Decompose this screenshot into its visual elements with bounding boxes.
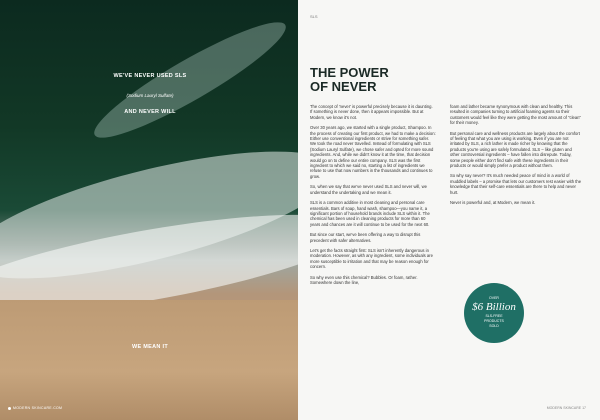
paragraph: SLS is a common additive in most cleaning and personal care essentials. Bars of soap, hand wash, shampoo—you name it, a significant portion of household brands include SLS within it. The chemical has been used in cleaning products for more than 60 years and chances are it will continue to be used for the next 60. [310,200,430,227]
paragraph: Never is powerful and, at Modern, we mean it. [450,200,536,206]
right-page [298,0,600,420]
overlay-tagline: WE MEAN IT [132,344,168,350]
title-line-2: OF NEVER [310,79,377,94]
overlay-headline: WE'VE NEVER USED SLS [113,73,187,79]
paragraph: foam and lather became synonymous with clean and healthy. This resulted in companies turning to artificial foaming agents so their customers would feel like they were getting the most amount of "clean" for their money. [450,104,581,126]
badge-post-1: SLS-FREE [485,314,503,318]
body-column-right [450,104,582,211]
badge-amount: $6 Billion [472,301,516,313]
overlay-subtitle: (Sodium Lauryl Sulfate) [126,93,174,98]
body-column-left [310,104,436,290]
wave-foam [85,8,296,153]
beach-sand [0,300,298,420]
paragraph: Over 30 years ago, we started with a single product, Shampoo. In the process of creating our first product, we had to make a decision: Either use conventional ingredients or strive for something safer. We took the road never travelled. Instead of formulating with SLS (Sodium Lauryl Sulfate), we chose safer and opted for more sound ingredients. And, while we didn't know it at the time, that decision would go on to define our entire company. SLS was the first ingredient to which we said no, starting a list of ingredients we refuse to use that now numbers in the thousands and continues to grow. [310,125,436,179]
left-page-footer [8,406,62,410]
title-line-1: THE POWER [310,65,389,80]
paragraph: But personal care and wellness products are largely about the comfort of feeling that what you are using is working. Even if you are not irritated by SLS, a rich lather is made richer by knowing that the products you're using are safely formulated. SLS – like gluten and other controversial ingredients – have fallen into disrepute. Today, some people either don't find safe with these ingredients in their products or would simply prefer a product without them. [450,130,580,169]
paragraph: Let's get the facts straight first: SLS isn't inherently dangerous in moderation. However, as with any ingredient, some individuals are more susceptible to irritation and that may be reason enough for concern. [310,247,433,270]
paragraph: The concept of 'never' is powerful precisely because it is daunting. If something is never done, then it appears impossible. But at Modern, we know it's not. [310,104,433,120]
page-title [310,66,389,94]
paragraph: But since our start, we've been offering a way to disrupt this precedent with safer alternatives. [310,232,421,243]
paragraph: So why even use this chemical? Bubbles. Or foam, rather. Somewhere down the line, [310,274,418,285]
right-page-footer: MODERN SKINCARE 17 [546,406,586,410]
paragraph: So, when we say that we've never used SLS and never will, we understand the undertaking and we mean it. [310,184,427,195]
bullet-dot [8,407,11,410]
left-page-photo [0,0,298,420]
section-label: SLS [310,14,318,19]
paragraph: So why say never? It's much needed peace of mind in a world of muddled labels – a promise that lets our customers rest easier with the knowledge that their self-care essentials are there to help and never hurt. [450,173,582,195]
left-footer-text: MODERN SKINCARE.COM [13,406,63,410]
overlay-headline-2: AND NEVER WILL [124,109,176,115]
stat-badge [464,283,524,343]
badge-pre: OVER [489,296,499,300]
badge-post-2: PRODUCTS [484,319,504,324]
badge-post-3: SOLD [489,324,499,329]
